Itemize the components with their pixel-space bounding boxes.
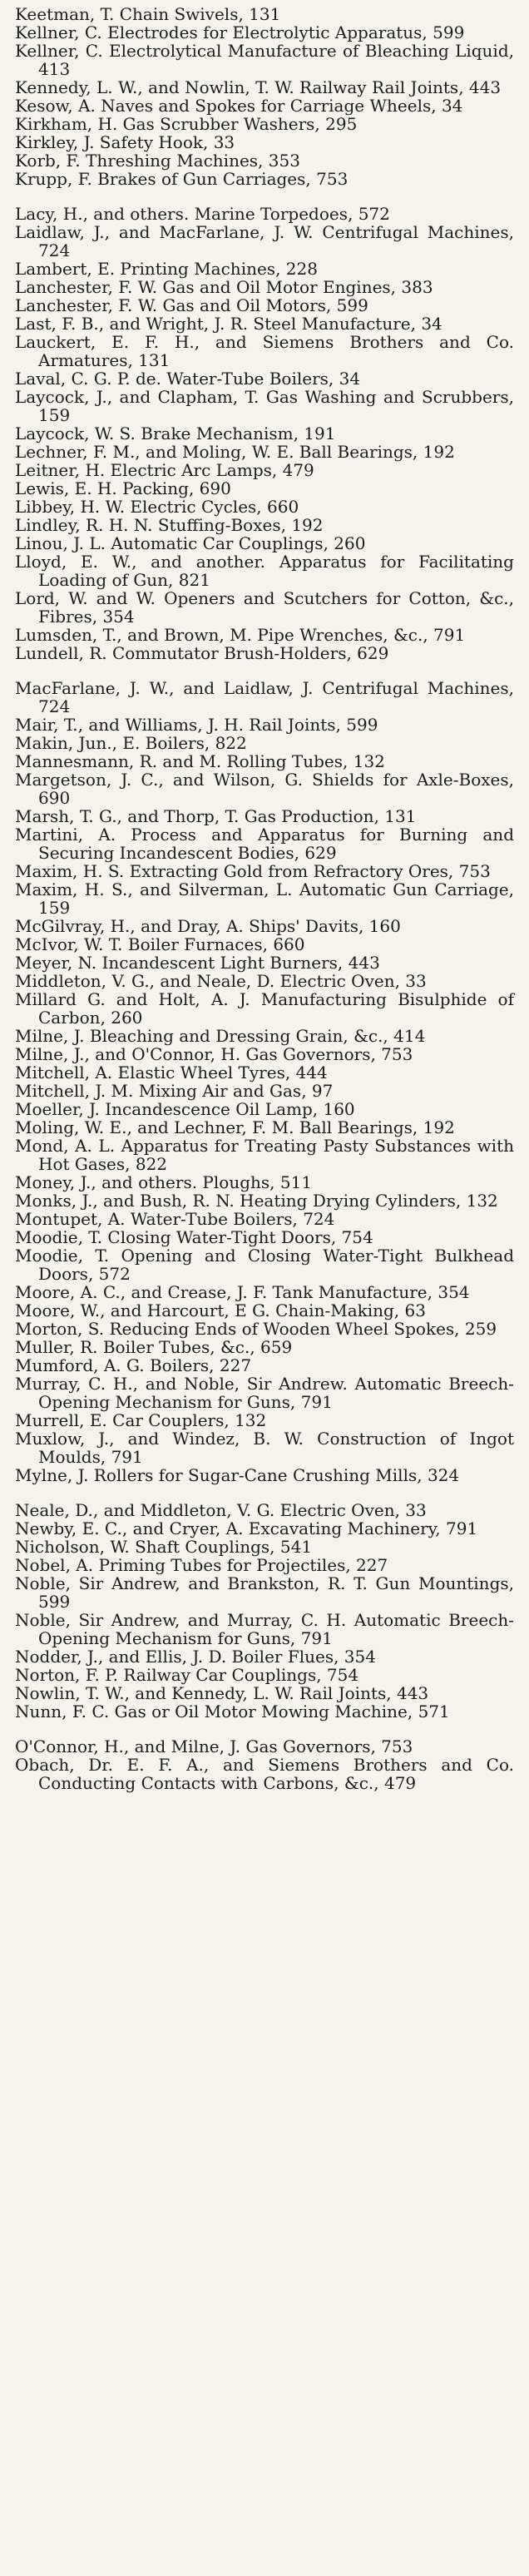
index-entry: Obach, Dr. E. F. A., and Siemens Brothers and Co. Conducting Contacts with Carbons, &c., 479: [15, 1755, 514, 1793]
index-entry: Korb, F. Threshing Machines, 353: [15, 151, 300, 171]
index-entry: Keetman, T. Chain Swivels, 131: [15, 4, 281, 24]
index-entry: Nobel, A. Priming Tubes for Projectiles, 227: [15, 1555, 388, 1575]
index-entry: Lundell, R. Commutator Brush-Holders, 629: [15, 643, 389, 663]
letter-section-gap: [15, 1721, 514, 1737]
index-entry: Martini, A. Process and Apparatus for Burning and Securing Incandescent Bodies, 629: [15, 825, 514, 863]
index-entry: Muxlow, J., and Windez, B. W. Construction of Ingot Moulds, 791: [15, 1429, 514, 1467]
index-entry: Laidlaw, J., and MacFarlane, J. W. Centrifugal Machines, 724: [15, 222, 514, 260]
index-entry: Moeller, J. Incandescence Oil Lamp, 160: [15, 1099, 355, 1119]
index-entry: Kirkley, J. Safety Hook, 33: [15, 132, 235, 152]
index-entry: Moodie, T. Closing Water-Tight Doors, 754: [15, 1227, 373, 1247]
index-entry: Muller, R. Boiler Tubes, &c., 659: [15, 1337, 293, 1357]
index-entry: Lord, W. and W. Openers and Scutchers for Cotton, &c., Fibres, 354: [15, 588, 514, 627]
index-entry: Neale, D., and Middleton, V. G. Electric Oven, 33: [15, 1500, 427, 1520]
index-entry: Monks, J., and Bush, R. N. Heating Drying Cylinders, 132: [15, 1191, 498, 1211]
index-entry: Margetson, J. C., and Wilson, G. Shields for Axle-Boxes, 690: [15, 770, 514, 808]
index-entry: Moodie, T. Opening and Closing Water-Tight Bulkhead Doors, 572: [15, 1246, 514, 1284]
index-entry: Millard G. and Holt, A. J. Manufacturing Bisulphide of Carbon, 260: [15, 989, 514, 1028]
index-entry: Maxim, H. S., and Silverman, L. Automatic Gun Carriage, 159: [15, 879, 514, 918]
index-entry: Mond, A. L. Apparatus for Treating Pasty Substances with Hot Gases, 822: [15, 1136, 514, 1174]
index-entry: Noble, Sir Andrew, and Murray, C. H. Automatic Breech-Opening Mechanism for Guns, 791: [15, 1610, 514, 1648]
index-entry: Mitchell, A. Elastic Wheel Tyres, 444: [15, 1063, 328, 1082]
letter-section-gap: [15, 1484, 514, 1501]
index-entry: Money, J., and others. Ploughs, 511: [15, 1172, 313, 1192]
index-entry: Murrell, E. Car Couplers, 132: [15, 1410, 267, 1430]
index-entry: Krupp, F. Brakes of Gun Carriages, 753: [15, 169, 349, 189]
index-entry: Marsh, T. G., and Thorp, T. Gas Production, 131: [15, 806, 417, 826]
index-entry: Moore, A. C., and Crease, J. F. Tank Manufacture, 354: [15, 1282, 470, 1302]
index-entry: Lumsden, T., and Brown, M. Pipe Wrenches, &c., 791: [15, 625, 466, 645]
index-entry: Leitner, H. Electric Arc Lamps, 479: [15, 460, 314, 480]
index-entry: Kennedy, L. W., and Nowlin, T. W. Railway Rail Joints, 443: [15, 77, 502, 97]
index-entry: Mylne, J. Rollers for Sugar-Cane Crushing Mills, 324: [15, 1465, 460, 1485]
index-entry: Lanchester, F. W. Gas and Oil Motors, 599: [15, 295, 368, 315]
index-entry: Murray, C. H., and Noble, Sir Andrew. Automatic Breech-Opening Mechanism for Guns, 791: [15, 1374, 514, 1412]
index-entry: MacFarlane, J. W., and Laidlaw, J. Centrifugal Machines, 724: [15, 678, 514, 716]
index-entry: Montupet, A. Water-Tube Boilers, 724: [15, 1209, 335, 1229]
index-entry: Laval, C. G. P. de. Water-Tube Boilers, 34: [15, 369, 361, 389]
index-entry: Nicholson, W. Shaft Couplings, 541: [15, 1537, 313, 1557]
index-entry: Maxim, H. S. Extracting Gold from Refractory Ores, 753: [15, 861, 491, 881]
index-entry: Libbey, H. W. Electric Cycles, 660: [15, 497, 299, 517]
letter-section-gap: [15, 188, 514, 205]
index-entry: Nowlin, T. W., and Kennedy, L. W. Rail Joints, 443: [15, 1683, 429, 1703]
index-entry: Linou, J. L. Automatic Car Couplings, 260: [15, 533, 366, 553]
index-entry: Morton, S. Reducing Ends of Wooden Wheel Spokes, 259: [15, 1319, 497, 1339]
index-entry: McGilvray, H., and Dray, A. Ships' Davits, 160: [15, 916, 401, 936]
index-entry: Middleton, V. G., and Neale, D. Electric Oven, 33: [15, 971, 427, 991]
index-entry: Meyer, N. Incandescent Light Burners, 443: [15, 953, 380, 973]
index-entry: Laycock, J., and Clapham, T. Gas Washing and Scrubbers, 159: [15, 387, 514, 425]
index-entry: Nodder, J., and Ellis, J. D. Boiler Flues, 354: [15, 1647, 376, 1667]
index-entry: Milne, J. Bleaching and Dressing Grain, &c., 414: [15, 1026, 426, 1046]
index-entry: Milne, J., and O'Connor, H. Gas Governors, 753: [15, 1044, 413, 1064]
index-entry: Lechner, F. M., and Moling, W. E. Ball Bearings, 192: [15, 442, 455, 462]
index-entry: Lindley, R. H. N. Stuffing-Boxes, 192: [15, 515, 324, 535]
index-entry: Norton, F. P. Railway Car Couplings, 754: [15, 1665, 359, 1685]
index-entry: Lauckert, E. F. H., and Siemens Brothers and Co. Armatures, 131: [15, 332, 514, 370]
index-entry: Moling, W. E., and Lechner, F. M. Ball Bearings, 192: [15, 1117, 455, 1137]
index-entry: Noble, Sir Andrew, and Brankston, R. T. Gun Mountings, 599: [15, 1573, 514, 1612]
index-entry: Lewis, E. H. Packing, 690: [15, 478, 231, 498]
index-entry: Mair, T., and Williams, J. H. Rail Joints, 599: [15, 715, 378, 735]
index-entry: Kirkham, H. Gas Scrubber Washers, 295: [15, 114, 358, 134]
index-entry: Newby, E. C., and Cryer, A. Excavating Machinery, 791: [15, 1518, 478, 1538]
index-entry: Mumford, A. G. Boilers, 227: [15, 1355, 252, 1375]
letter-section-gap: [15, 662, 514, 679]
index-entry: Moore, W., and Harcourt, E G. Chain-Making, 63: [15, 1300, 426, 1320]
index-entry: Lanchester, F. W. Gas and Oil Motor Engines, 383: [15, 277, 433, 297]
index-entry: Mannesmann, R. and M. Rolling Tubes, 132: [15, 751, 385, 771]
index-entry: Lacy, H., and others. Marine Torpedoes, 572: [15, 204, 390, 224]
index-entry: Lloyd, E. W., and another. Apparatus for Facilitating Loading of Gun, 821: [15, 552, 514, 590]
index-entry: Makin, Jun., E. Boilers, 822: [15, 733, 247, 753]
index-entry: McIvor, W. T. Boiler Furnaces, 660: [15, 934, 305, 954]
index-entry: Lambert, E. Printing Machines, 228: [15, 259, 318, 279]
index-entry: O'Connor, H., and Milne, J. Gas Governors, 753: [15, 1736, 413, 1756]
index-entry: Kesow, A. Naves and Spokes for Carriage Wheels, 34: [15, 96, 463, 116]
index-entry: Nunn, F. C. Gas or Oil Motor Mowing Machine, 571: [15, 1702, 450, 1721]
index-entry: Mitchell, J. M. Mixing Air and Gas, 97: [15, 1081, 334, 1101]
index-entry: Kellner, C. Electrolytical Manufacture of Bleaching Liquid, 413: [15, 41, 514, 79]
index-entry: Last, F. B., and Wright, J. R. Steel Manufacture, 34: [15, 314, 442, 334]
index-entry: Laycock, W. S. Brake Mechanism, 191: [15, 424, 336, 443]
index-entry: Kellner, C. Electrodes for Electrolytic Apparatus, 599: [15, 22, 465, 42]
